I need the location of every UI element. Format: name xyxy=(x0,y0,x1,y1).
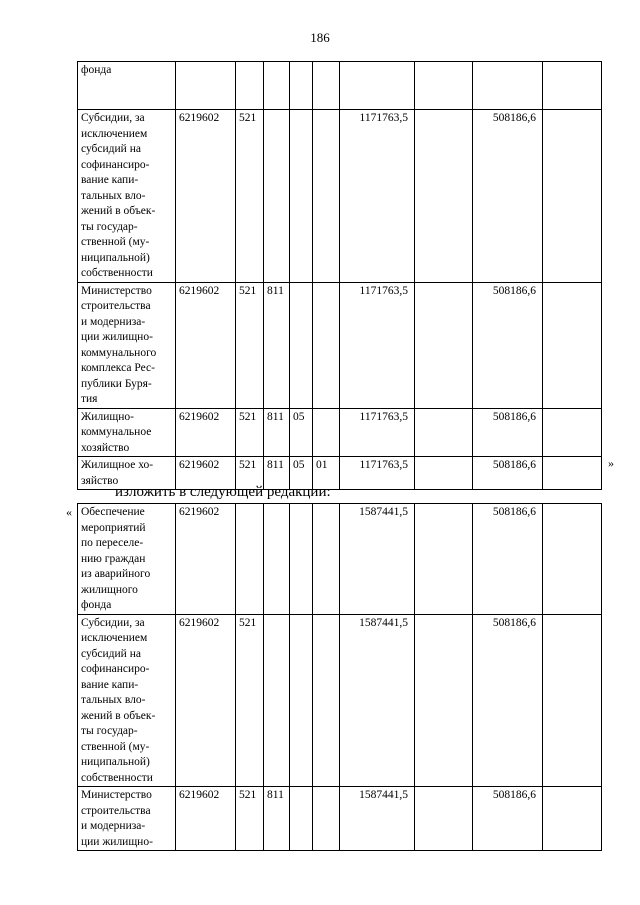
row-name: Жилищно- коммунальное хозяйство xyxy=(78,408,176,457)
cell-code: 6219602 xyxy=(176,282,236,408)
cell-c4 xyxy=(264,504,290,615)
cell-v1 xyxy=(340,62,415,110)
cell-c5 xyxy=(290,787,313,851)
cell-v3: 508186,6 xyxy=(473,504,543,615)
cell-v4 xyxy=(543,614,602,787)
cell-c6 xyxy=(313,282,340,408)
budget-table-bottom xyxy=(77,503,602,851)
cell-v1: 1587441,5 xyxy=(340,614,415,787)
row-name: Министерство строительства и модерниза- ции жилищно- коммунального комплекса Рес- публики Буря- тия xyxy=(78,282,176,408)
opening-quote: « xyxy=(66,505,72,519)
cell-v4 xyxy=(543,457,602,490)
row-name: Субсидии, за исключением субсидий на софинансиро- вание капи- тальных вло- жений в объек- ты государ- ственной (му- ниципальной) собственности xyxy=(78,614,176,787)
row-name: Субсидии, за исключением субсидий на софинансиро- вание капи- тальных вло- жений в объек- ты государ- ственной (му- ниципальной) собственности xyxy=(78,110,176,283)
cell-c4 xyxy=(264,110,290,283)
table-row xyxy=(78,62,602,110)
row-name: фонда xyxy=(78,62,176,110)
table-row xyxy=(78,787,602,851)
cell-v4 xyxy=(543,787,602,851)
cell-v3: 508186,6 xyxy=(473,457,543,490)
cell-v3: 508186,6 xyxy=(473,614,543,787)
row-name: Жилищное хо- зяйство xyxy=(78,457,176,490)
cell-c6 xyxy=(313,787,340,851)
cell-c6 xyxy=(313,62,340,110)
cell-code: 6219602 xyxy=(176,787,236,851)
cell-code: 6219602 xyxy=(176,614,236,787)
cell-v3: 508186,6 xyxy=(473,787,543,851)
cell-v3: 508186,6 xyxy=(473,282,543,408)
cell-c4: 811 xyxy=(264,408,290,457)
cell-v2 xyxy=(415,282,473,408)
cell-c6 xyxy=(313,408,340,457)
cell-v4 xyxy=(543,62,602,110)
cell-c3 xyxy=(236,62,264,110)
cell-v2 xyxy=(415,408,473,457)
table-row xyxy=(78,282,602,408)
cell-v1: 1587441,5 xyxy=(340,504,415,615)
cell-c3: 521 xyxy=(236,787,264,851)
cell-v2 xyxy=(415,110,473,283)
cell-c5 xyxy=(290,504,313,615)
cell-code: 6219602 xyxy=(176,504,236,615)
cell-c5: 05 xyxy=(290,408,313,457)
cell-v4 xyxy=(543,110,602,283)
cell-v3: 508186,6 xyxy=(473,110,543,283)
cell-v2 xyxy=(415,614,473,787)
cell-v2 xyxy=(415,457,473,490)
page-number: 186 xyxy=(310,30,330,45)
cell-v2 xyxy=(415,62,473,110)
cell-c6 xyxy=(313,110,340,283)
cell-c3: 521 xyxy=(236,614,264,787)
table-row xyxy=(78,504,602,615)
cell-c4: 811 xyxy=(264,457,290,490)
cell-v4 xyxy=(543,408,602,457)
cell-v3 xyxy=(473,62,543,110)
closing-quote: » xyxy=(608,456,614,470)
table-row xyxy=(78,614,602,787)
cell-c3: 521 xyxy=(236,457,264,490)
cell-v3: 508186,6 xyxy=(473,408,543,457)
cell-c6 xyxy=(313,614,340,787)
cell-v2 xyxy=(415,504,473,615)
table-row xyxy=(78,110,602,283)
cell-c5 xyxy=(290,614,313,787)
budget-table-top xyxy=(77,61,602,490)
cell-c5: 05 xyxy=(290,457,313,490)
cell-c4: 811 xyxy=(264,282,290,408)
table-row xyxy=(78,408,602,457)
cell-c6 xyxy=(313,504,340,615)
cell-c3: 521 xyxy=(236,408,264,457)
cell-v1: 1171763,5 xyxy=(340,282,415,408)
cell-c4: 811 xyxy=(264,787,290,851)
cell-c5 xyxy=(290,62,313,110)
instruction-text: изложить в следующей редакции: xyxy=(115,484,331,500)
cell-v2 xyxy=(415,787,473,851)
cell-v4 xyxy=(543,282,602,408)
row-name: Министерство строительства и модерниза- ции жилищно- xyxy=(78,787,176,851)
cell-code: 6219602 xyxy=(176,408,236,457)
cell-c4 xyxy=(264,614,290,787)
cell-v1: 1171763,5 xyxy=(340,110,415,283)
cell-code: 6219602 xyxy=(176,110,236,283)
cell-v1: 1171763,5 xyxy=(340,408,415,457)
cell-c6: 01 xyxy=(313,457,340,490)
cell-c5 xyxy=(290,282,313,408)
cell-c3 xyxy=(236,504,264,615)
cell-v1: 1171763,5 xyxy=(340,457,415,490)
cell-v4 xyxy=(543,504,602,615)
row-name: Обеспечение мероприятий по переселе- нию граждан из аварийного жилищного фонда xyxy=(78,504,176,615)
cell-code: 6219602 xyxy=(176,457,236,490)
cell-c3: 521 xyxy=(236,110,264,283)
cell-c5 xyxy=(290,110,313,283)
cell-c4 xyxy=(264,62,290,110)
cell-code xyxy=(176,62,236,110)
cell-v1: 1587441,5 xyxy=(340,787,415,851)
cell-c3: 521 xyxy=(236,282,264,408)
